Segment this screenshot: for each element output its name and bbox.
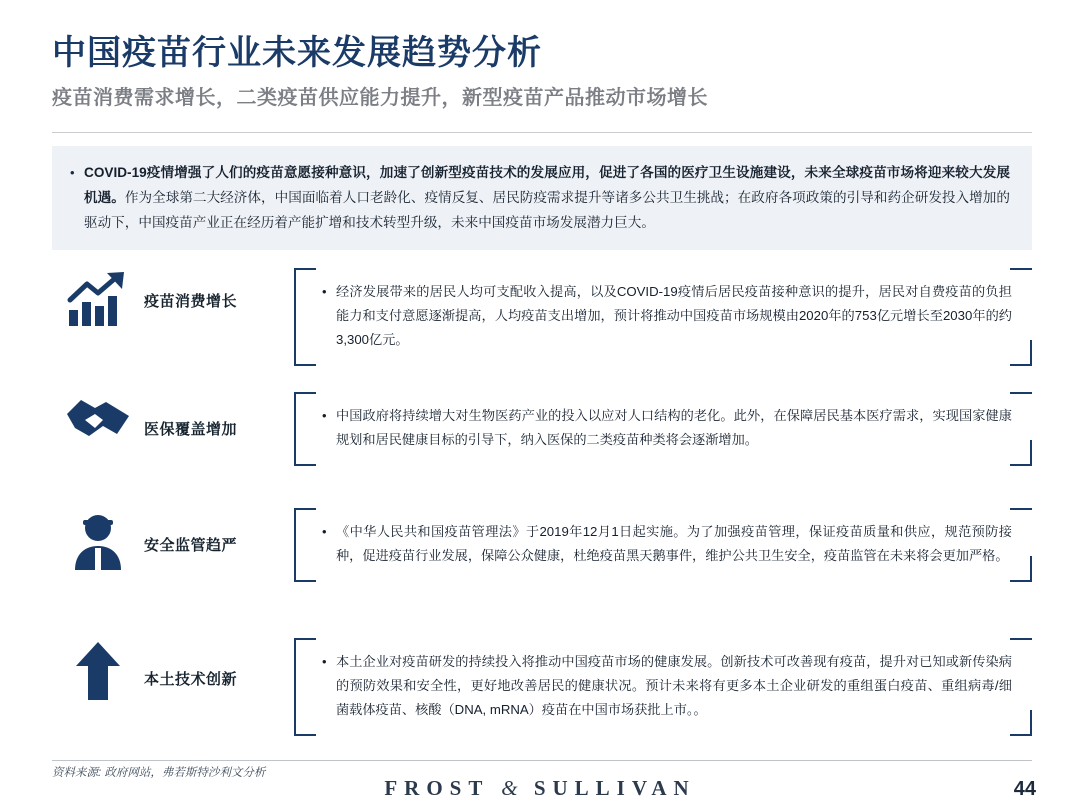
- page-title: 中国疫苗行业未来发展趋势分析: [52, 34, 542, 72]
- header-divider: [52, 132, 1032, 133]
- intro-text-bold: COVID-19疫情增强了人们的疫苗意愿接种意识，加速了创新型疫苗技术的发展应用，促进了各国的医疗卫生设施建设，未来全球疫苗市场将迎来较大发展机遇。: [84, 165, 1010, 205]
- trend-detail-box: [294, 268, 1032, 366]
- intro-text-normal: 作为全球第二大经济体，中国面临着人口老龄化、疫情反复、居民防疫需求提升等诸多公共卫生挑战；在政府各项政策的引导和药企研发投入增加的驱动下，中国疫苗产业正在经历着产能扩增和技术转型升级，未来中国疫苗市场发展潜力巨大。: [84, 190, 1011, 230]
- bracket-corner-bottom-right: [1010, 734, 1032, 736]
- detail-bullet-marker: •: [322, 654, 327, 669]
- intro-bullet-marker: •: [70, 165, 75, 180]
- bracket-corner-bottom-right: [1010, 464, 1032, 466]
- trend-row: [52, 268, 1032, 366]
- trend-detail-text: 中国政府将持续增大对生物医药产业的投入以应对人口结构的老化。此外，在保障居民基本医疗需求，实现国家健康规划和居民健康目标的引导下，纳入医保的二类疫苗种类将会逐渐增加。: [336, 408, 1012, 447]
- regulator-officer-icon: [52, 508, 144, 572]
- detail-bullet-marker: •: [322, 408, 327, 423]
- bracket-corner-top-right: [1010, 268, 1032, 270]
- trend-label: 本土技术创新: [144, 671, 238, 688]
- bracket-edge-right: [1030, 440, 1032, 466]
- bracket-corner-top-right: [1010, 638, 1032, 640]
- page-number: 44: [1013, 778, 1036, 800]
- trend-detail-text: 经济发展带来的居民人均可支配收入提高，以及COVID-19疫情后居民疫苗接种意识的提升，居民对自费疫苗的负担能力和支付意愿逐渐提高，人均疫苗支出增加，预计将推动中国疫苗市场规模由2020年的753亿元增长至2030年的约3,300亿元。: [336, 284, 1012, 347]
- trend-detail-box: [294, 392, 1032, 466]
- bracket-edge-right: [1030, 340, 1032, 366]
- trend-detail-box: [294, 638, 1032, 736]
- brand-logo-ampersand: &: [501, 776, 522, 800]
- trend-detail-box: [294, 508, 1032, 582]
- intro-text: [84, 160, 1010, 236]
- bracket-edge-right: [1030, 556, 1032, 582]
- bracket-corner-top-right: [1010, 508, 1032, 510]
- trend-detail-text: 《中华人民共和国疫苗管理法》于2019年12月1日起实施。为了加强疫苗管理，保证疫苗质量和供应，规范预防接种，促进疫苗行业发展，保障公众健康，杜绝疫苗黑天鹅事件，维护公共卫生安全，疫苗监管在未来将会更加严格。: [336, 524, 1012, 563]
- footer-divider: [52, 760, 1032, 761]
- bracket-corner-bottom-right: [1010, 580, 1032, 582]
- detail-bullet-marker: •: [322, 284, 327, 299]
- detail-bullet-marker: •: [322, 524, 327, 539]
- brand-logo-right: SULLIVAN: [533, 776, 696, 800]
- source-note: 资料来源: 政府网站，弗若斯特沙利文分析: [52, 767, 266, 779]
- brand-logo: [0, 776, 1080, 801]
- trend-row: [52, 392, 1032, 466]
- trend-detail-text: 本土企业对疫苗研发的持续投入将推动中国疫苗市场的健康发展。创新技术可改善现有疫苗，提升对已知或新传染病的预防效果和安全性，更好地改善居民的健康状况。预计未来将有更多本土企业研发的重组蛋白疫苗、重组病毒/细菌载体疫苗、核酸（DNA, mRNA）疫苗在中国市场获批上市。。: [336, 654, 1012, 717]
- handshake-icon: [52, 392, 144, 444]
- trend-label: 安全监管趋严: [144, 537, 238, 554]
- bracket-edge-right: [1030, 710, 1032, 736]
- trend-row: [52, 508, 1032, 582]
- up-arrow-icon: [52, 638, 144, 702]
- intro-summary-box: [52, 146, 1032, 250]
- growth-chart-icon: [52, 268, 144, 328]
- bracket-corner-top-right: [1010, 392, 1032, 394]
- slide-header: [52, 34, 1042, 110]
- trend-label: 医保覆盖增加: [144, 421, 238, 438]
- trend-label: 疫苗消费增长: [144, 293, 238, 310]
- bracket-corner-bottom-right: [1010, 364, 1032, 366]
- page-subtitle: 疫苗消费需求增长，二类疫苗供应能力提升，新型疫苗产品推动市场增长: [52, 87, 708, 110]
- brand-logo-left: FROST: [384, 776, 489, 800]
- trend-row: [52, 638, 1032, 736]
